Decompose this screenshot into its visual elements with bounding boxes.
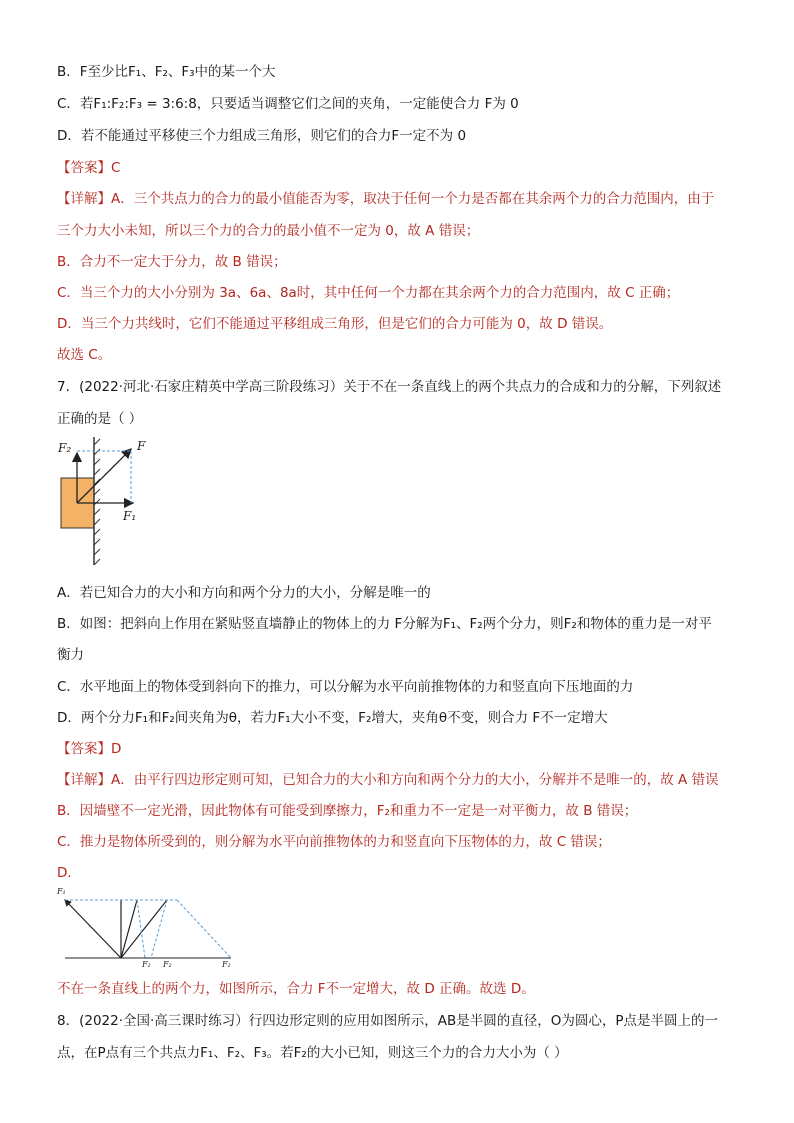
q6-detail-a2: 三个力大小未知，所以三个力的合力的最小值不一定为 0，故 A 错误； (57, 223, 480, 239)
q6-answer: 【答案】C (57, 160, 121, 176)
q7-stem-line2: 正确的是（ ） (57, 411, 143, 427)
q6-detail-b: B．合力不一定大于分力，故 B 错误； (57, 254, 287, 270)
q6-option-b: B．F至少比F₁、F₂、F₃中的某一个大 (57, 64, 276, 80)
q7-figure-wall-block (55, 437, 165, 569)
q7-option-b-line2: 衡力 (57, 647, 84, 663)
q6-option-d: D．若不能通过平移使三个力组成三角形，则它们的合力F一定不为 0 (57, 128, 467, 144)
q7-option-d: D．两个分力F₁和F₂间夹角为θ，若力F₁大小不变，F₂增大，夹角θ不变，则合力 F不一定增大 (57, 710, 608, 726)
q6-option-c: C．若F₁:F₂:F₃ = 3:6:8，只要适当调整它们之间的夹角，一定能使合力 F为 0 (57, 96, 519, 112)
q7-answer: 【答案】D (57, 741, 122, 757)
q6-detail-c: C．当三个力的大小分别为 3a、6a、8a时，其中任何一个力都在其余两个力的合力范围内，故 C 正确； (57, 285, 680, 301)
q7-option-b-line1: B．如图：把斜向上作用在紧贴竖直墙静止的物体上的力 F分解为F₁、F₂两个分力，则F₂和物体的重力是一对平 (57, 616, 712, 632)
q8-stem-line2: 点，在P点有三个共点力F₁、F₂、F₃。若F₂的大小已知，则这三个力的合力大小为（ ） (57, 1045, 568, 1061)
fig1-label-f: F (137, 439, 146, 453)
fig2-label-f2b: F₂ (163, 960, 172, 969)
q7-detail-d2: 不在一条直线上的两个力，如图所示，合力 F不一定增大，故 D 正确。故选 D。 (57, 981, 535, 997)
q6-detail-a1: 【详解】A．三个共点力的合力的最小值能否为零，取决于任何一个力是否都在其余两个力的合力范围内，由于 (57, 191, 715, 207)
q7-stem-line1: 7．(2022·河北·石家庄精英中学高三阶段练习）关于不在一条直线上的两个共点力的合成和力的分解，下列叙述 (57, 379, 722, 395)
q7-detail-a: 【详解】A．由平行四边形定则可知，已知合力的大小和方向和两个分力的大小，分解并不是唯一的，故 A 错误 (57, 772, 719, 788)
q6-detail-d: D．当三个力共线时，它们不能通过平移组成三角形，但是它们的合力可能为 0，故 D 错误。 (57, 316, 613, 332)
q7-detail-b: B．因墙壁不一定光滑，因此物体有可能受到摩擦力，F₂和重力不一定是一对平衡力，故 B 错误； (57, 803, 638, 819)
fig2-label-f1: F₁ (57, 887, 66, 896)
q7-option-c: C．水平地面上的物体受到斜向下的推力，可以分解为水平向前推物体的力和竖直向下压地面的力 (57, 679, 634, 695)
q7-detail-d: D． (57, 865, 81, 881)
fig2-label-f2a: F₂ (142, 960, 151, 969)
fig1-label-f2: F₂ (58, 441, 72, 455)
fig2-label-f2c: F₂ (222, 960, 231, 969)
q7-option-a: A．若已知合力的大小和方向和两个分力的大小，分解是唯一的 (57, 585, 431, 601)
q8-stem-line1: 8．(2022·全国·高三课时练习）行四边形定则的应用如图所示，AB是半圆的直径，O为圆心，P点是半圆上的一 (57, 1013, 719, 1029)
q7-detail-c: C．推力是物体所受到的，则分解为水平向前推物体的力和竖直向下压物体的力，故 C 错误； (57, 834, 611, 850)
q6-conclusion: 故选 C。 (57, 347, 112, 363)
fig1-label-f1: F₁ (123, 509, 137, 523)
